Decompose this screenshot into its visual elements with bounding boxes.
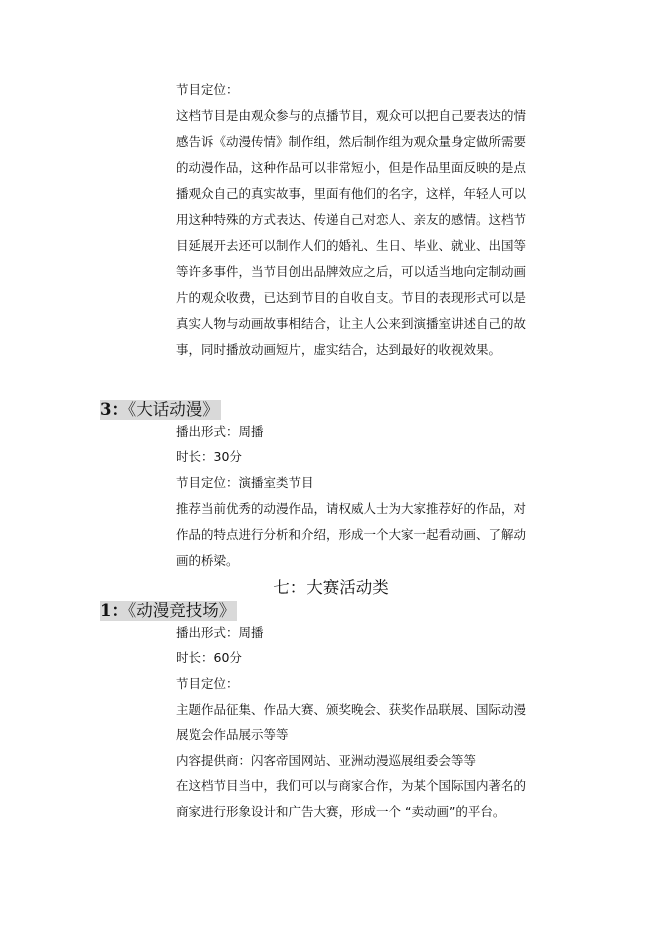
positioning-label: 节目定位： <box>176 676 239 691</box>
paragraph-line: 作品的特点进行分析和介绍，形成一个大家一起看动画、了解动 <box>176 527 527 542</box>
paragraph-line: 播观众自己的真实故事，里面有他们的名字，这样，年轻人可以 <box>176 186 527 201</box>
paragraph-line: 展览会作品展示等等 <box>176 727 289 742</box>
paragraph-line: 这档节目是由观众参与的点播节目，观众可以把自己要表达的情 <box>176 108 527 123</box>
positioning-label: 节目定位： <box>176 82 239 97</box>
section-heading-dong-man-jing-ji-chang <box>100 601 237 621</box>
section-number: 3： <box>100 400 128 419</box>
paragraph-line: 片的观众收费，已达到节目的自收自支。节目的表现形式可以是 <box>176 290 527 305</box>
broadcast-format: 播出形式：周播 <box>176 424 264 439</box>
paragraph-line: 主题作品征集、作品大赛、颁奖晚会、获奖作品联展、国际动漫 <box>176 702 527 717</box>
paragraph-line: 等许多事件，当节目创出品牌效应之后，可以适当地向定制动画 <box>176 264 527 279</box>
paragraph-line: 商家进行形象设计和广告大赛，形成一个 “卖动画”的平台。 <box>176 804 506 819</box>
duration: 时长：60分 <box>176 650 242 665</box>
broadcast-format: 播出形式：周播 <box>176 625 264 640</box>
paragraph-line: 推荐当前优秀的动漫作品，请权威人士为大家推荐好的作品，对 <box>176 501 527 516</box>
positioning: 节目定位：演播室类节目 <box>176 475 314 490</box>
content-provider: 内容提供商：闪客帝国网站、亚洲动漫巡展组委会等等 <box>176 753 477 768</box>
section-title: 《大话动漫》 <box>127 400 219 419</box>
paragraph-line: 在这档节目当中，我们可以与商家合作，为某个国际国内著名的 <box>176 778 527 793</box>
section-heading-da-hua-dong-man <box>100 400 221 420</box>
paragraph-line: 目延展开去还可以制作人们的婚礼、生日、毕业、就业、出国等 <box>176 238 527 253</box>
paragraph-line: 感告诉《动漫传情》制作组，然后制作组为观众量身定做所需要 <box>176 134 527 149</box>
paragraph-line: 事，同时播放动画短片，虚实结合，达到最好的收视效果。 <box>176 342 502 357</box>
section-title: 《动漫竞技场》 <box>127 601 236 620</box>
duration: 时长：30分 <box>176 449 242 464</box>
paragraph-line: 真实人物与动画故事相结合，让主人公来到演播室讲述自己的故 <box>176 316 527 331</box>
chapter-title: 七：大赛活动类 <box>273 578 389 597</box>
paragraph-line: 用这种特殊的方式表达、传递自己对恋人、亲友的感情。这档节 <box>176 212 527 227</box>
section-number: 1： <box>100 601 128 620</box>
paragraph-line: 的动漫作品，这种作品可以非常短小，但是作品里面反映的是点 <box>176 160 527 175</box>
paragraph-line: 画的桥梁。 <box>176 553 239 568</box>
